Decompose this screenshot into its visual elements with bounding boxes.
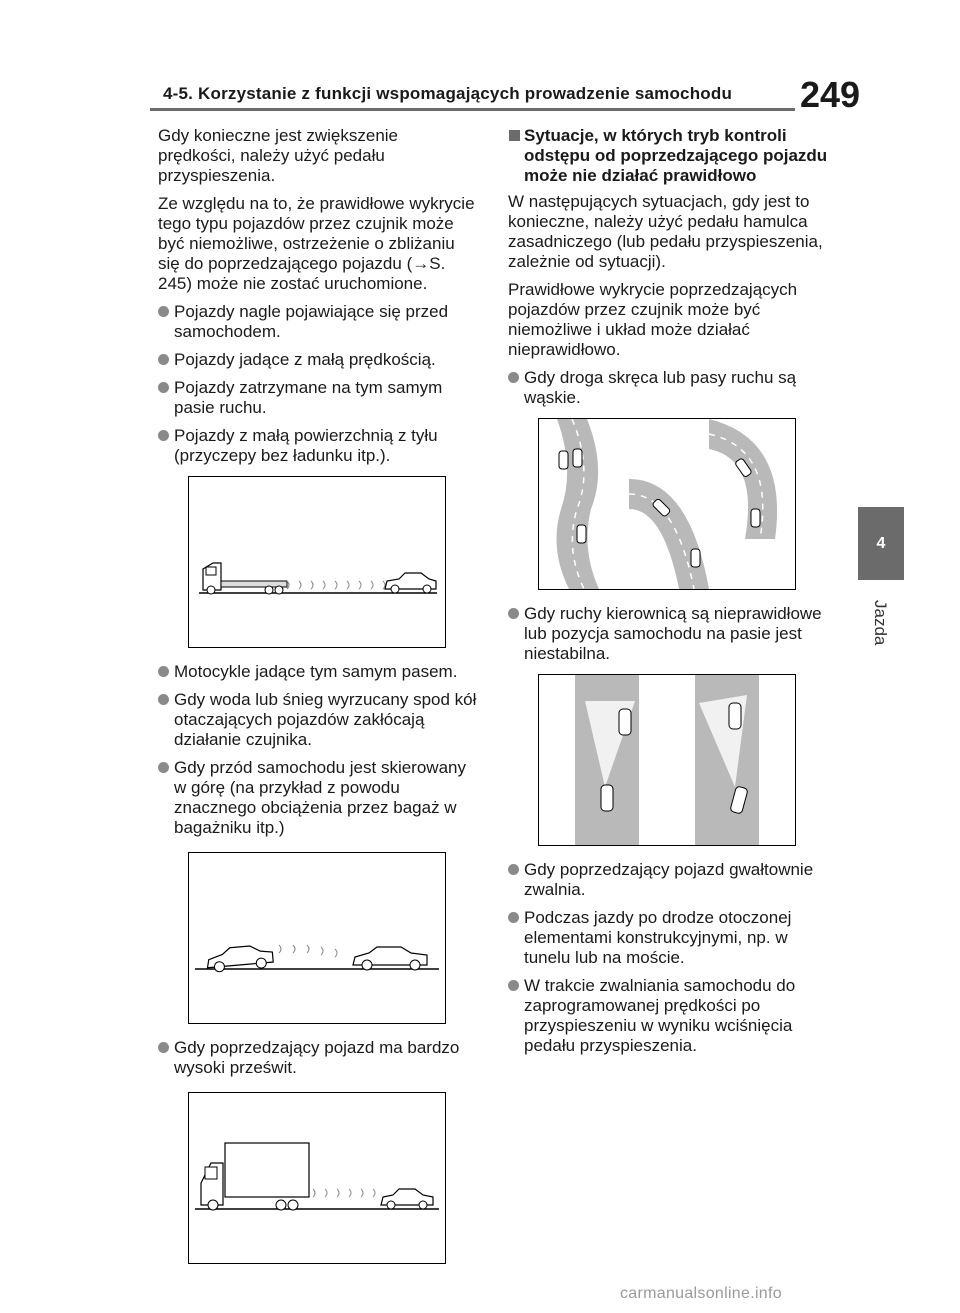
- trailer-vehicle-illustration: [189, 477, 445, 647]
- raised-front-illustration: [189, 853, 445, 1023]
- header-divider: [150, 108, 795, 111]
- paragraph: Ze względu na to, że prawidłowe wykrycie tego typu pojazdów przez czujnik może być niemożliwe, ostrzeżenie o zbliżaniu się do poprzedzającego pojazdu (→S. 245) może nie zostać uruchomione.: [158, 194, 475, 293]
- list-item: Pojazdy nagle pojawiające się przed samochodem.: [158, 302, 480, 342]
- list-item: Gdy poprzedzający pojazd ma bardzo wysoki prześwit.: [158, 1038, 480, 1078]
- paragraph: Prawidłowe wykrycie poprzedzających pojazdów przez czujnik może być niemożliwe i układ może działać nieprawidłowo.: [508, 280, 798, 359]
- left-column: [158, 126, 480, 1278]
- chapter-label: [856, 590, 906, 650]
- right-column: [508, 126, 828, 1064]
- chapter-tab: 4: [858, 507, 904, 580]
- list-item: Gdy droga skręca lub pasy ruchu są wąskie.: [508, 368, 828, 408]
- curved-roads-illustration: [539, 419, 795, 589]
- illustration-unstable-lane: [538, 674, 796, 846]
- section-heading: Sytuacje, w których tryb kontroli odstępu od poprzedzającego pojazdu może nie działać prawidłowo: [508, 126, 828, 186]
- chapter-label-text: Jazda: [871, 600, 890, 646]
- page-header: [0, 0, 960, 115]
- list-item: Gdy poprzedzający pojazd gwałtownie zwalnia.: [508, 860, 828, 900]
- paragraph: W następujących sytuacjach, gdy jest to konieczne, należy użyć pedału hamulca zasadniczego (lub pedału przyspieszenia, zależnie od sytuacji).: [508, 192, 823, 271]
- list-item: Gdy woda lub śnieg wyrzucany spod kół otaczających pojazdów zakłócają działanie czujnika.: [158, 690, 480, 750]
- watermark: carmanualsonline.info: [620, 1285, 782, 1302]
- list-item: Pojazdy z małą powierzchnią z tyłu (przyczepy bez ładunku itp.).: [158, 426, 480, 466]
- list-item: Motocykle jadące tym samym pasem.: [158, 662, 480, 682]
- paragraph: Gdy konieczne jest zwiększenie prędkości, należy użyć pedału przyspieszenia.: [158, 126, 399, 185]
- list-item: W trakcie zwalniania samochodu do zaprogramowanej prędkości po przyspieszeniu w wyniku wciśnięcia pedału przyspieszenia.: [508, 976, 828, 1056]
- illustration-trailer: [188, 476, 446, 648]
- unstable-lane-illustration: [539, 675, 795, 845]
- list-item: Podczas jazdy po drodze otoczonej elementami konstrukcyjnymi, np. w tunelu lub na moście.: [508, 908, 828, 968]
- page-number: 249: [800, 74, 861, 115]
- illustration-raised-front: [188, 852, 446, 1024]
- section-title: 4-5. Korzystanie z funkcji wspomagających prowadzenie samochodu: [163, 84, 733, 103]
- list-item: Gdy przód samochodu jest skierowany w górę (na przykład z powodu znacznego obciążenia przez bagaż w bagażniku itp.): [158, 758, 480, 838]
- list-item: Pojazdy zatrzymane na tym samym pasie ruchu.: [158, 378, 480, 418]
- list-item: Pojazdy jadące z małą prędkością.: [158, 350, 480, 370]
- high-clearance-illustration: [189, 1093, 445, 1263]
- list-item: Gdy ruchy kierownicą są nieprawidłowe lub pozycja samochodu na pasie jest niestabilna.: [508, 604, 828, 664]
- illustration-high-clearance: [188, 1092, 446, 1264]
- illustration-curved-roads: [538, 418, 796, 590]
